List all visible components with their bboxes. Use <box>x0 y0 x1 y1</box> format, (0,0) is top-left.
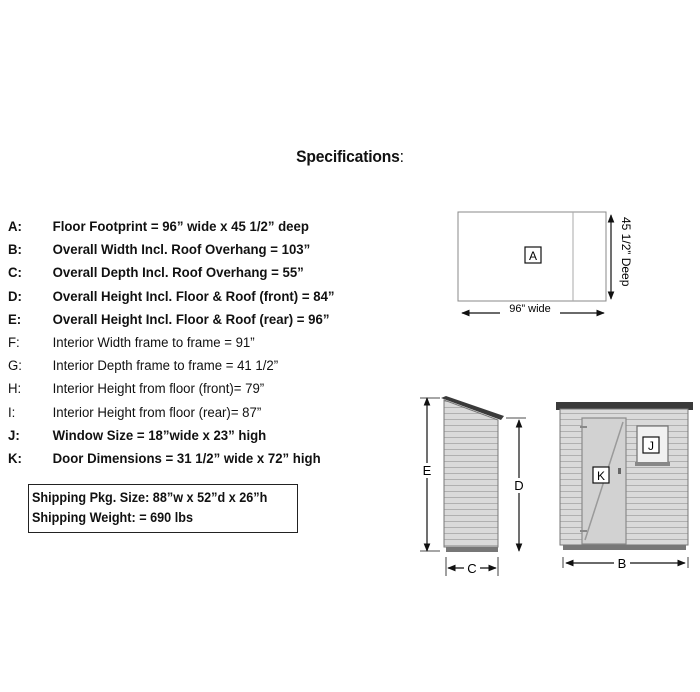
shipping-weight: Shipping Weight: = 690 lbs <box>32 510 193 525</box>
door-hinge-top <box>580 426 587 428</box>
spec-key: J: <box>8 427 20 444</box>
spec-text: Overall Height Incl. Floor & Roof (front) = 84” <box>52 288 335 305</box>
floor-plan <box>458 212 633 315</box>
side-front-height-label: D <box>514 478 524 493</box>
door-hinge-bottom <box>580 530 587 532</box>
spec-key: D: <box>8 288 22 305</box>
front-view <box>556 402 693 571</box>
side-depth-label: C <box>467 561 477 576</box>
side-wall <box>444 400 498 547</box>
width-label: 96” wide <box>509 303 551 315</box>
spec-text: Overall Depth Incl. Roof Overhang = 55” <box>52 265 304 282</box>
spec-key: A: <box>8 219 22 235</box>
window-label: J <box>648 439 654 453</box>
depth-label: 45 1/2” Deep <box>619 217 633 287</box>
spec-key: G: <box>8 358 22 375</box>
spec-key: F: <box>8 334 20 351</box>
spec-text: Overall Height Incl. Floor & Roof (rear) = 96” <box>52 311 330 328</box>
spec-text: Window Size = 18”wide x 23” high <box>52 427 267 444</box>
spec-key: H: <box>8 381 22 398</box>
spec-text: Interior Height from floor (rear)= 87” <box>52 404 262 421</box>
floor-label: A <box>528 249 538 263</box>
spec-key: B: <box>8 242 22 259</box>
shipping-size: Shipping Pkg. Size: 88”w x 52”d x 26”h <box>32 490 268 505</box>
spec-key: K: <box>8 450 22 467</box>
side-floor <box>446 547 498 552</box>
spec-text: Interior Width frame to frame = 91” <box>52 334 255 351</box>
page-title: Specifications: <box>296 147 404 166</box>
door-label: K <box>596 469 606 483</box>
spec-text: Door Dimensions = 31 1/2” wide x 72” high <box>52 450 321 467</box>
side-view <box>419 396 527 576</box>
spec-text: Floor Footprint = 96” wide x 45 1/2” deep <box>52 219 309 235</box>
spec-key: C: <box>8 265 22 282</box>
door-handle <box>618 468 621 474</box>
spec-text: Overall Width Incl. Roof Overhang = 103” <box>52 242 311 259</box>
spec-text: Interior Height from floor (front)= 79” <box>52 381 265 398</box>
spec-text: Interior Depth frame to frame = 41 1/2” <box>52 358 279 375</box>
front-floor <box>563 545 686 550</box>
side-rear-height-label: E <box>422 463 432 478</box>
spec-key: I: <box>8 404 16 421</box>
front-width-label: B <box>617 556 627 571</box>
window-sill <box>635 462 670 466</box>
spec-key: E: <box>8 311 22 328</box>
